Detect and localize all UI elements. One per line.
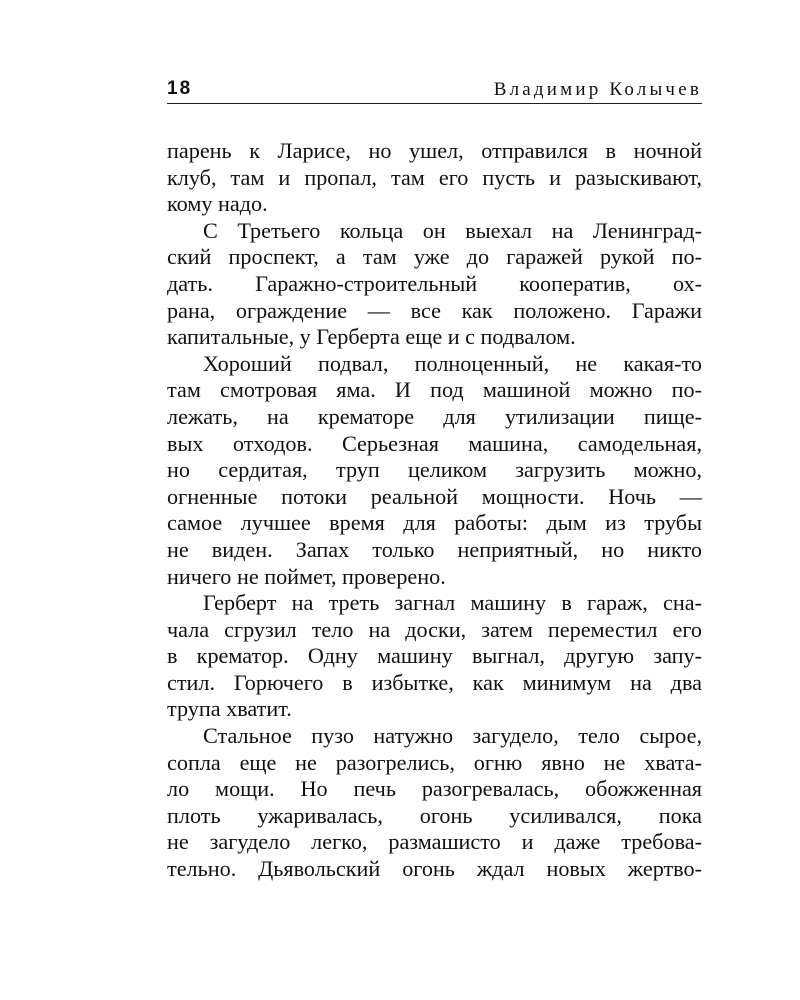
book-author: Владимир Колычев — [493, 79, 702, 100]
text-line: самое лучшее время для работы: дым из трубы — [167, 510, 702, 536]
text-line: капитальные, у Герберта еще и с подвалом. — [167, 324, 576, 350]
text-line: клуб, там и пропал, там его пусть и разыскивают, — [167, 164, 702, 190]
page-number: 18 — [167, 78, 193, 99]
text-line: трупа хватит. — [167, 696, 292, 722]
text-line: сопла еще не разогрелись, огню явно не хвата- — [167, 749, 702, 775]
text-line: ничего не поймет, проверено. — [167, 563, 446, 589]
text-line: С Третьего кольца он выехал на Ленинград- — [203, 217, 702, 243]
text-line: Хороший подвал, полноценный, не какая-то — [203, 350, 702, 376]
text-line: дать. Гаражно-строительный кооператив, ох- — [167, 270, 702, 296]
text-line: Герберт на треть загнал машину в гараж, сна- — [203, 590, 702, 616]
body-text — [167, 138, 702, 883]
text-line: стил. Горючего в избытке, как минимум на два — [167, 669, 702, 695]
text-line: рана, ограждение — все как положено. Гаражи — [167, 297, 702, 323]
text-line: кому надо. — [167, 191, 268, 217]
text-line: в крематор. Одну машину выгнал, другую запу- — [167, 643, 702, 669]
text-line: огненные потоки реальной мощности. Ночь — — [167, 483, 702, 509]
text-line: не виден. Запах только неприятный, но никто — [167, 536, 702, 562]
text-line: лежать, на крематоре для утилизации пище- — [167, 403, 702, 429]
text-line: плоть ужаривалась, огонь усиливался, пока — [167, 802, 702, 828]
text-line: Стальное пузо натужно загудело, тело сырое, — [203, 723, 702, 749]
running-head — [167, 76, 702, 102]
text-line: не загудело легко, размашисто и даже требова- — [167, 829, 702, 855]
text-line: но сердитая, труп целиком загрузить можно, — [167, 457, 702, 483]
text-line: там смотровая яма. И под машиной можно по- — [167, 377, 702, 403]
text-line: парень к Ларисе, но ушел, отправился в ночной — [167, 138, 702, 163]
text-line: ский проспект, а там уже до гаражей рукой по- — [167, 244, 702, 270]
text-line: ло мощи. Но печь разогревалась, обожженная — [167, 776, 702, 802]
text-line: чала сгрузил тело на доски, затем переместил его — [167, 616, 702, 642]
text-line: вых отходов. Серьезная машина, самодельная, — [167, 430, 702, 456]
text-line: тельно. Дьявольский огонь ждал новых жертво- — [167, 856, 702, 882]
header-rule — [167, 103, 702, 104]
